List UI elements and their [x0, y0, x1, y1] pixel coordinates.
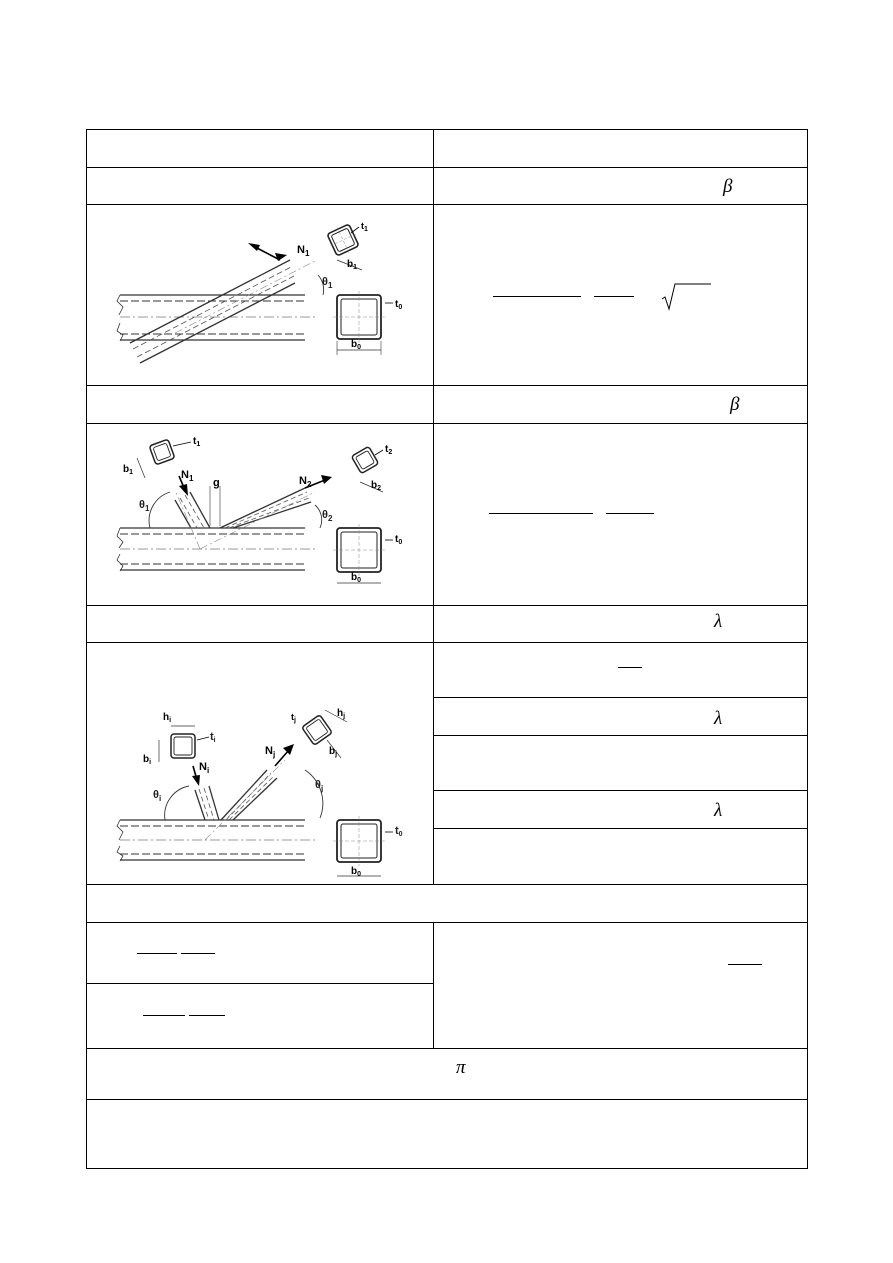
t0-label: $t_0$ [395, 534, 403, 546]
row-divider [433, 735, 807, 736]
row-divider [87, 884, 807, 885]
b0-label: $b_0$ [351, 339, 362, 351]
row-divider [87, 642, 807, 643]
row-divider [87, 423, 807, 424]
theta2-label: $\theta_2$ [322, 509, 333, 523]
theta1-label: $\theta_1$ [139, 499, 150, 513]
general-joint-figure [115, 700, 425, 882]
fraction-bar [189, 1015, 225, 1016]
radical-sign [661, 283, 713, 311]
column-divider [433, 130, 434, 884]
row-divider [433, 697, 807, 698]
nj-label: $N_j$ [265, 745, 276, 759]
b0-label: $b_0$ [351, 866, 362, 878]
t0-label: $t_0$ [395, 299, 403, 311]
bj-label: $b_j$ [329, 746, 338, 758]
theta1-label: $\theta_1$ [322, 276, 333, 290]
row-divider [433, 790, 807, 791]
t1-label: $t_1$ [193, 436, 201, 448]
k-joint-figure [115, 430, 425, 595]
row-divider [87, 385, 807, 386]
row-divider [87, 605, 807, 606]
row-divider [87, 983, 433, 984]
y-joint-figure [115, 215, 425, 380]
ni-label: $N_i$ [199, 761, 210, 775]
tj-label: $t_j$ [291, 712, 296, 724]
row-divider [87, 204, 807, 205]
row-divider [433, 828, 807, 829]
ti-label: ti [210, 731, 216, 744]
fraction-bar [489, 513, 593, 514]
fraction-bar [137, 953, 177, 954]
fraction-bar [618, 667, 642, 668]
b1-label: $b_1$ [347, 259, 358, 271]
b1-label: $b_1$ [123, 464, 134, 476]
beta-symbol: β [730, 394, 740, 415]
hj-label: $h_j$ [337, 708, 346, 720]
fraction-bar [181, 953, 215, 954]
fraction-bar [594, 296, 634, 297]
n1-label: $N_1$ [297, 244, 310, 258]
thetai-label: $\theta_i$ [153, 789, 162, 803]
row-divider [87, 922, 807, 923]
t2-label: $t_2$ [385, 444, 393, 456]
hi-label: $h_i$ [163, 712, 172, 724]
thetaj-label: $\theta_j$ [315, 779, 324, 793]
column-divider [433, 922, 434, 1048]
fraction-bar [493, 296, 581, 297]
lambda-symbol: λ [714, 708, 723, 729]
row-divider [87, 167, 807, 168]
lambda-symbol: λ [714, 800, 723, 821]
n1-label: $N_1$ [181, 469, 194, 483]
pi-symbol: π [456, 1057, 466, 1078]
fraction-bar [728, 964, 762, 965]
lambda-symbol: λ [714, 611, 723, 632]
bi-label: $b_i$ [143, 754, 152, 766]
n2-label: $N_2$ [299, 475, 312, 489]
row-divider [87, 1099, 807, 1100]
t1-label: $t_1$ [361, 221, 368, 233]
row-divider [87, 1048, 807, 1049]
fraction-bar [143, 1015, 185, 1016]
b0-label: $b_0$ [351, 572, 362, 584]
fraction-bar [606, 513, 654, 514]
gap-label: g [213, 477, 220, 489]
b2-label: $b_2$ [371, 480, 382, 492]
t0-label: t0 [395, 825, 403, 838]
beta-symbol: β [723, 176, 733, 197]
